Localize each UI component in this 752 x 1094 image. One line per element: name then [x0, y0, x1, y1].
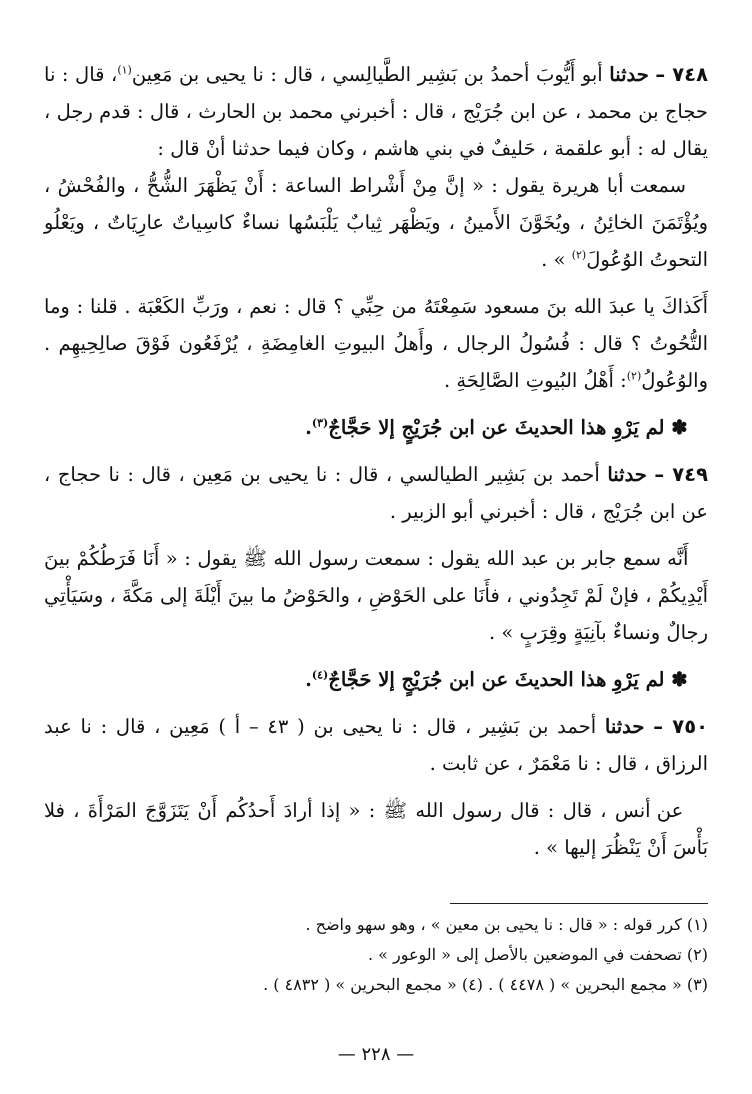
footnote-3-4: (٣) « مجمع البحرين » ( ٤٤٧٨ ) . (٤) « مجمع البحرين » ( ٤٨٣٢ ) . [263, 975, 708, 994]
hadith-lead: حدثنا [609, 63, 649, 86]
isnad-text: أحمد بن بَشِير ، قال : نا يحيى بن ( ٤٣ – أ ) مَعِين ، قال : نا عبد الرزاق ، قال : نا مَعْمَرٌ ، عن ثابت . [44, 715, 708, 775]
footnote-ref: (٤) [311, 668, 329, 682]
hadith-number: ٧٤٩ – [654, 463, 708, 486]
hadith-749-remark [44, 661, 708, 698]
hadith-748-matn [44, 167, 708, 278]
main-text [44, 56, 708, 866]
hadith-748-isnad [44, 56, 708, 167]
hadith-749-isnad [44, 456, 708, 530]
hadith-748-remark [44, 409, 708, 446]
footnote-ref: (٣) [311, 416, 329, 430]
isnad-continuation: قال : نا حجاج بن محمد ، عن ابن جُرَيْج ، قال : أخبرني محمد بن الحارث ، قال : قدم رجل ، يقال له : أبو علقمة ، حَليفٌ في بني هاشم ، وكان فيما حدثنا أنْ قال : [44, 63, 708, 160]
footnote-2: (٢) تصحفت في الموضعين بالأصل إلى « الوعور » . [367, 945, 708, 964]
punctuation: . [305, 416, 312, 439]
hadith-lead: حدثنا [604, 715, 645, 738]
footnotes [44, 910, 708, 1000]
punctuation: ، [111, 63, 118, 86]
hadith-749-matn [44, 540, 708, 651]
footnote-1: (١) كرر قوله : « قال : نا يحيى بن معين » ، وهو سهو واضح . [305, 915, 708, 934]
punctuation: » . [541, 248, 566, 271]
hadith-number: ٧٥٠ – [653, 715, 709, 738]
hadith-750-isnad [44, 708, 708, 782]
explanation-end: : أَهْلُ البُيوتِ الصَّالِحَةِ . [443, 369, 627, 392]
matn-text: أَنَّه سمع جابر بن عبد الله يقول : سمعت رسول الله ﷺ يقول : « أَنَا فَرَطُكُمْ بينَ أَيْدِيكُمْ ، فإنْ لَمْ تَجِدُوني ، فأَنَا على الحَوْضِ ، والحَوْضُ ما بينَ أَيْلَةَ إلى مَكَّةَ ، وسَيَأْتِي رجالٌ ونساءٌ بآنِيَةٍ وقِرَبٍ » . [44, 547, 708, 644]
punctuation: . [305, 668, 312, 691]
hadith-number: ٧٤٨ – [655, 63, 708, 86]
footnote-ref: (٢) [571, 248, 587, 262]
hadith-748-explanation [44, 288, 708, 399]
matn-text: عن أنس ، قال : قال رسول الله ﷺ : « إذا أرادَ أَحدُكُم أَنْ يَتَزَوَّجَ المَرْأَةَ ، فلا بَأْسَ أَنْ يَنْظُرَ إليها » . [44, 799, 708, 859]
footnote-ref: (١) [117, 63, 132, 77]
remark-text: ✽ لم يَرْوِ هذا الحديثَ عن ابن جُرَيْجٍ إلا حَجَّاجٌ [328, 668, 688, 691]
matn-text: سمعت أبا هريرة يقول : « إنَّ مِنْ أَشْراط الساعة : أَنْ يَظْهَرَ الشُّحُّ ، والفُحْشُ ، ويُؤْتَمَنَ الخائِنُ ، ويُخَوَّنَ الأَمينُ ، ويَظْهَر ثِيابٌ يَلْبَسُها نساءٌ كاسِياتٌ عارِيَاتٌ ، ويَعْلُو التحوتُ الوُعُولَ [44, 174, 708, 271]
remark-text: ✽ لم يَرْوِ هذا الحديثَ عن ابن جُرَيْجٍ إلا حَجَّاجٌ [328, 416, 688, 439]
hadith-750-matn [44, 792, 708, 866]
isnad-text: أبو أَيُّوبَ أحمدُ بن بَشِير الطَّيالِسي ، قال : نا يحيى بن مَعِين [131, 63, 603, 86]
page-number: — ٢٢٨ — [337, 1044, 415, 1065]
footnote-ref: (٢) [626, 369, 642, 383]
isnad-text: أحمد بن بَشِير الطيالسي ، قال : نا يحيى بن مَعِين ، قال : نا حجاج ، عن ابن جُرَيْج ، قال : أخبرني أبو الزبير . [44, 463, 708, 523]
hadith-lead: حدثنا [607, 463, 647, 486]
footnote-divider [450, 903, 708, 904]
explanation-text: أَكَذاكَ يا عبدَ الله بنَ مسعود سَمِعْتَهُ من حِبِّي ؟ قال : نعم ، ورَبِّ الكَعْبَة . قلنا : وما التُّحُوتُ ؟ قال : فُسُولُ الرجال ، وأَهلُ البيوتِ الغامِضَةِ ، يُرْفَعُون فَوْقَ صالِحِيهِم . والوُعُولُ [44, 295, 708, 392]
